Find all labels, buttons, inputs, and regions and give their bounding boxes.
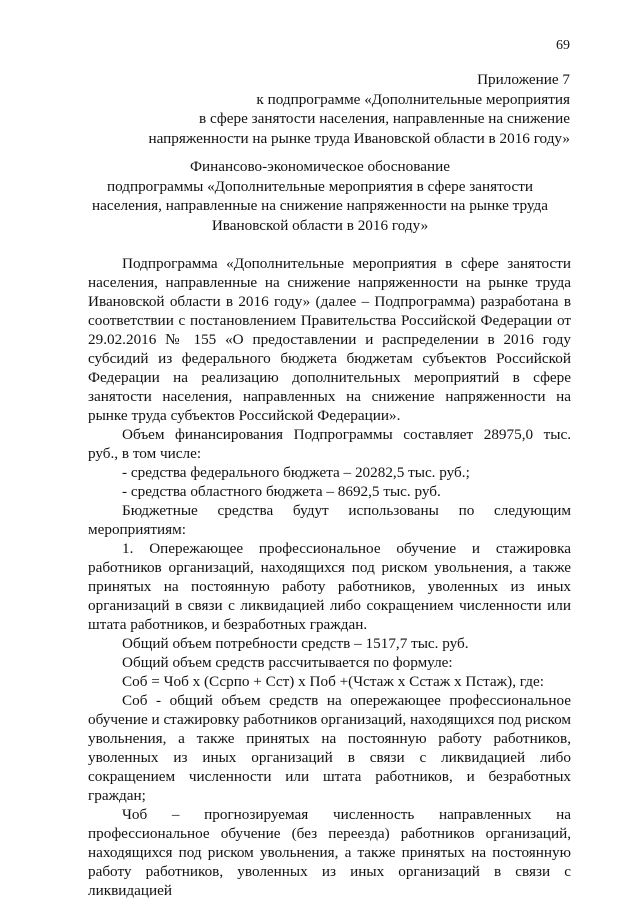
appendix-line: напряженности на рынке труда Ивановской области в 2016 году» [148, 129, 570, 147]
heading-line: Финансово-экономическое обоснование [190, 158, 450, 175]
formula-intro-line: Общий объем средств рассчитывается по формуле: [122, 654, 453, 671]
paragraph-measure-1: 1. Опережающее профессиональное обучение и стажировка работников организаций, находящихся под риском увольнения, а также принятых на постоянную работу работников, уволенных из иных организаций в связи с ликвидацией либо сокращением численности или штата работников, и безработных граждан. [88, 540, 571, 633]
paragraph-funding-volume: Объем финансирования Подпрограммы составляет 28975,0 тыс. руб., в том числе: [88, 426, 571, 462]
paragraph-subprogram-basis: Подпрограмма «Дополнительные мероприятия в сфере занятости населения, направленные на снижение напряженности на рынке труда Ивановской области в 2016 году» (далее – Подпрограмма) разработана в соответствии с постановлением Правительства Российской Федерации от 29.02.2016 № 155 «О предоставлении и распределении в 2016 году субсидий из федерального бюджета бюджетам субъектов Российской Федерации на реализацию дополнительных мероприятий в сфере занятости населения, направленных на снижение напряженности на рынке труда субъектов Российской Федерации». [88, 255, 571, 424]
appendix-line: в сфере занятости населения, направленные на снижение [199, 110, 570, 127]
paragraph-definition-sob: Соб - общий объем средств на опережающее профессиональное обучение и стажировку работников организаций, находящихся под риском увольнения, а также принятых на постоянную работу работников, уволенных из иных организаций в связи с ликвидацией либо сокращением численности или штата работников, и безработных граждан; [88, 692, 571, 804]
funding-item-regional: - средства областного бюджета – 8692,5 тыс. руб. [122, 483, 441, 500]
document-heading [70, 157, 570, 235]
document-body [88, 254, 571, 900]
total-need-line: Общий объем потребности средств – 1517,7 тыс. руб. [122, 635, 469, 652]
heading-line: населения, направленные на снижение напряженности на рынке труда [92, 197, 548, 214]
formula-line: Соб = Чоб x (Ссрпо + Сст) x Поб +(Чстаж x Сстаж x Пстаж), где: [122, 673, 544, 690]
page-number: 69 [556, 38, 570, 53]
paragraph-measures-intro: Бюджетные средства будут использованы по следующим мероприятиям: [88, 502, 571, 538]
heading-line: подпрограммы «Дополнительные мероприятия в сфере занятости [106, 177, 534, 195]
paragraph-definition-chob: Чоб – прогнозируемая численность направленных на профессиональное обучение (без переезда) работников организаций, находящихся под риском увольнения, а также принятых на постоянную работу работников, уволенных из иных организаций в связи с ликвидацией [88, 806, 571, 899]
appendix-line: к подпрограмме «Дополнительные мероприятия [256, 90, 570, 108]
funding-item-federal: - средства федерального бюджета – 20282,5 тыс. руб.; [122, 464, 470, 481]
appendix-block [90, 70, 570, 148]
heading-line: Ивановской области в 2016 году» [211, 216, 429, 234]
appendix-title: Приложение 7 [477, 71, 570, 88]
